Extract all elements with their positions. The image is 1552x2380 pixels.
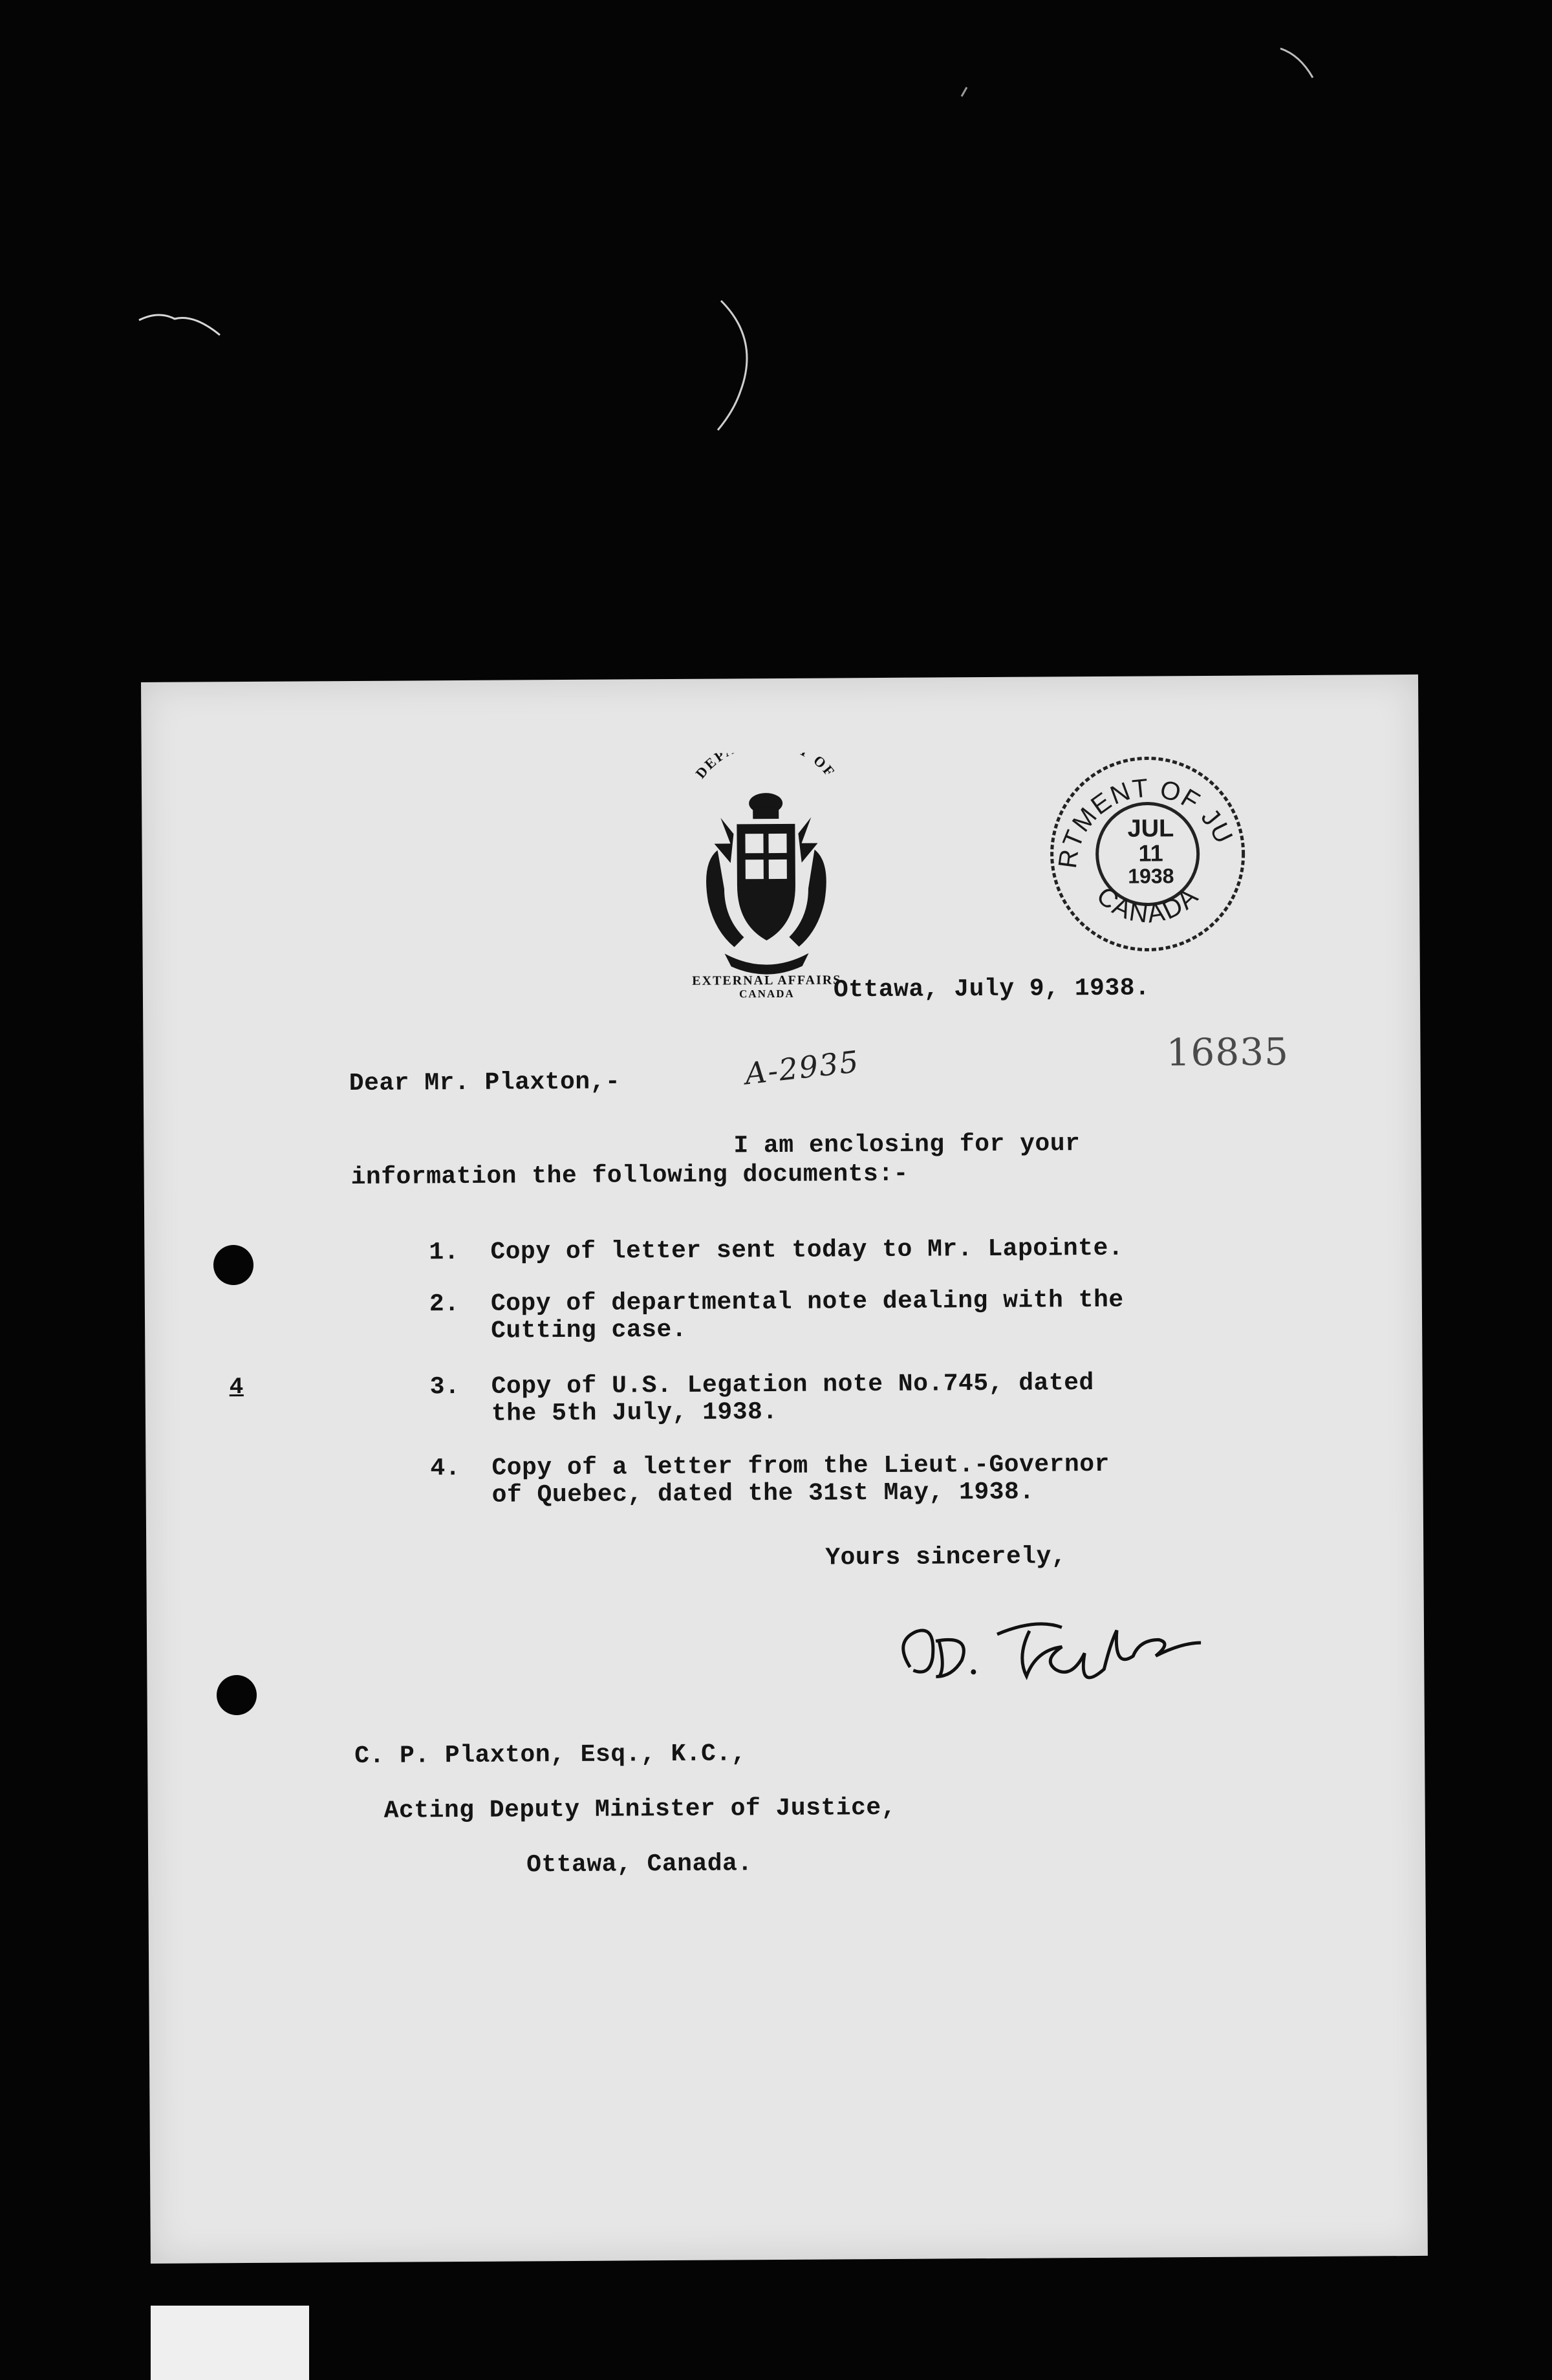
item-4-line-1: Copy of a letter from the Lieut.-Governor — [491, 1450, 1110, 1482]
letterhead-line2: CANADA — [739, 987, 795, 1000]
closing: Yours sincerely, — [825, 1542, 1067, 1572]
letterhead-arc-text: DEPARTMENT OF — [692, 752, 839, 782]
item-1-line-1: Copy of letter sent today to Mr. Lapointe. — [490, 1234, 1124, 1266]
registry-number: 16835 — [1166, 1030, 1289, 1075]
coat-of-arms-icon — [662, 752, 870, 999]
address-line-3: Ottawa, Canada. — [526, 1850, 753, 1879]
punch-hole-bottom — [217, 1675, 257, 1715]
address-line-1: C. P. Plaxton, Esq., K.C., — [354, 1740, 747, 1771]
stamp-year: 1938 — [1128, 864, 1174, 888]
item-3-line-2: the 5th July, 1938. — [491, 1398, 778, 1428]
date-line: Ottawa, July 9, 1938. — [833, 974, 1150, 1004]
salutation: Dear Mr. Plaxton,- — [349, 1068, 621, 1098]
stamp-month: JUL — [1127, 815, 1174, 843]
item-2-line-2: Cutting case. — [491, 1315, 687, 1345]
letter-page — [141, 675, 1428, 2264]
stamp-ring-top: DEPARTMENT OF JUSTICE — [1053, 774, 1239, 871]
item-2-number: 2. — [429, 1290, 460, 1319]
scan-artifacts — [0, 0, 1552, 679]
letterhead — [662, 752, 870, 999]
item-1-number: 1. — [429, 1239, 460, 1267]
item-4-number: 4. — [430, 1455, 461, 1483]
intro-line-1: I am enclosing for your — [733, 1130, 1081, 1160]
letterhead-line1: EXTERNAL AFFAIRS — [692, 973, 842, 988]
item-3-line-1: Copy of U.S. Legation note No.745, dated — [491, 1369, 1094, 1401]
intro-line-2: information the following documents:- — [350, 1160, 909, 1192]
stamp-day: 11 — [1138, 839, 1163, 867]
signature-name: O.D. Skelton — [890, 1596, 895, 1597]
item-4-line-2: of Quebec, dated the 31st May, 1938. — [491, 1478, 1035, 1509]
item-3-number: 3. — [429, 1373, 460, 1401]
address-line-2: Acting Deputy Minister of Justice, — [383, 1793, 897, 1825]
svg-text:DEPARTMENT OF — [692, 752, 839, 781]
punch-hole-top — [213, 1245, 253, 1285]
item-2-line-1: Copy of departmental note dealing with the — [490, 1286, 1124, 1318]
file-reference: A-2935 — [743, 1044, 861, 1092]
margin-note: 4 — [229, 1374, 244, 1401]
svg-text:CANADA — [1091, 881, 1205, 929]
film-frame-tab — [151, 2306, 309, 2380]
stamp-ring-bottom: CANADA — [1091, 881, 1205, 929]
received-stamp — [1047, 753, 1249, 955]
signature — [890, 1594, 1227, 1700]
